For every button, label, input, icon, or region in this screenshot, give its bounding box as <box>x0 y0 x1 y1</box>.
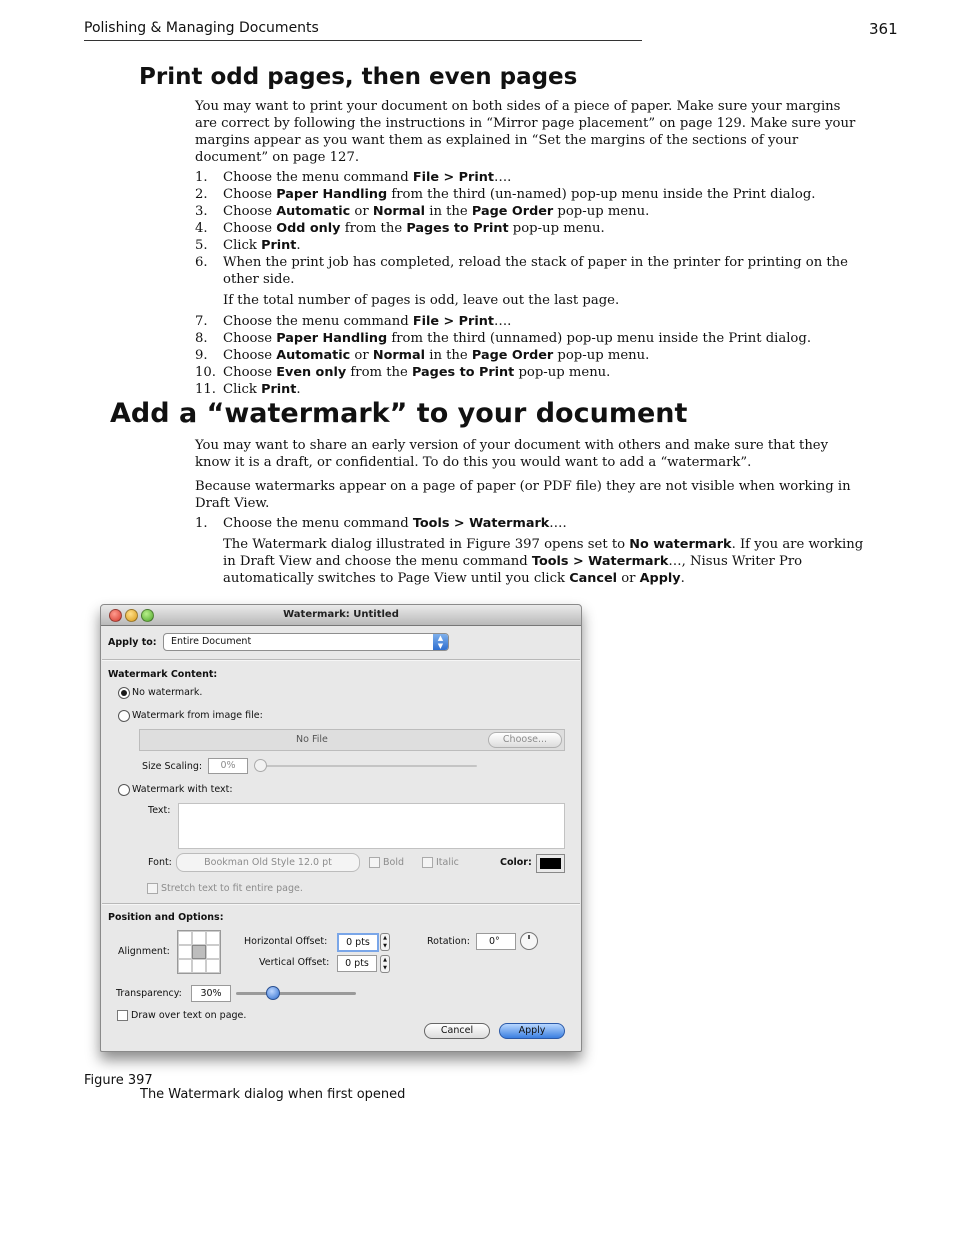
cancel-button[interactable]: Cancel <box>424 1023 490 1039</box>
image-file-box <box>139 729 565 751</box>
apply-to-label: Apply to: <box>108 637 157 648</box>
page-number: 361 <box>869 20 898 38</box>
step-text: Choose Automatic or Normal in the Page Order pop-up menu. <box>223 204 650 219</box>
rotation-label: Rotation: <box>427 936 470 947</box>
italic-checkbox[interactable] <box>422 857 433 868</box>
step-number: 5. <box>195 238 208 253</box>
step-text: Choose Odd only from the Pages to Print pop-up menu. <box>223 221 605 236</box>
size-scaling-label: Size Scaling: <box>142 761 203 772</box>
color-well[interactable] <box>536 854 565 873</box>
size-scaling-field[interactable]: 0% <box>208 758 248 774</box>
step-number: 1. <box>195 516 208 531</box>
rotation-dial-icon[interactable] <box>520 932 538 950</box>
step-text: Choose Paper Handling from the third (unnamed) pop-up menu inside the Print dialog. <box>223 331 812 346</box>
no-file-text: No File <box>296 734 328 745</box>
list-item <box>195 169 875 186</box>
step-number: 11. <box>195 382 216 397</box>
watermark-para-2: Because watermarks appear on a page of paper (or PDF file) they are not visible when working in Draft View. <box>195 479 851 511</box>
step-number: 2. <box>195 187 208 202</box>
list-item <box>195 381 875 398</box>
radio-selected-dot <box>121 690 127 696</box>
apply-to-select[interactable] <box>163 633 449 651</box>
radio-text-label: Watermark with text: <box>132 784 233 795</box>
step-text: Choose Automatic or Normal in the Page Order pop-up menu. <box>223 348 650 363</box>
figure-number: Figure 397 <box>84 1073 153 1088</box>
step-text: Click Print. <box>223 238 301 253</box>
alignment-cell[interactable] <box>206 959 220 973</box>
dialog-titlebar <box>101 605 581 626</box>
step-number: 8. <box>195 331 208 346</box>
italic-checkbox-label: Italic <box>436 857 459 868</box>
header-rule <box>84 40 642 41</box>
step-number: 10. <box>195 365 216 380</box>
section1-intro: You may want to print your document on both sides of a piece of paper. Make sure your margins are correct by following the instructions in “Mirror page placement” on page 129. Make sure your margins appear as you want them as explained in “Set the margins of the sections of your document” on page 127. <box>195 99 856 165</box>
section-heading-watermark: Add a “watermark” to your document <box>110 398 688 429</box>
watermark-step-1-detail: The Watermark dialog illustrated in Figure 397 opens set to No watermark. If you are working in Draft View and choose the menu command Tools > Watermark…, Nisus Writer Pro automatically switches to Page View until you click Cancel or Apply. <box>223 537 864 586</box>
alignment-grid[interactable] <box>177 930 221 974</box>
alignment-cell[interactable] <box>192 931 206 945</box>
color-label: Color: <box>500 857 532 868</box>
color-swatch <box>540 858 561 869</box>
alignment-cell[interactable] <box>178 959 192 973</box>
list-item <box>195 186 875 203</box>
step-text: Click Print. <box>223 382 301 397</box>
dialog-separator <box>102 659 580 661</box>
step-number: 9. <box>195 348 208 363</box>
vertical-offset-field[interactable]: 0 pts <box>337 955 377 972</box>
position-options-heading: Position and Options: <box>108 912 224 923</box>
step-text: Choose the menu command File > Print…. <box>223 170 512 185</box>
alignment-cell[interactable] <box>178 931 192 945</box>
stretch-checkbox[interactable] <box>147 883 158 894</box>
popup-arrows-icon: ▲ ▼ <box>433 634 448 650</box>
radio-no-watermark-label: No watermark. <box>132 687 203 698</box>
alignment-label: Alignment: <box>118 946 170 957</box>
list-item <box>195 330 875 347</box>
list-item <box>195 203 875 220</box>
apply-to-value: Entire Document <box>171 636 252 647</box>
step-text: Choose the menu command Tools > Watermark…. <box>223 516 567 531</box>
vertical-offset-stepper[interactable]: ▲ ▼ <box>380 955 390 973</box>
step-number: 1. <box>195 170 208 185</box>
step-text: Choose Even only from the Pages to Print pop-up menu. <box>223 365 611 380</box>
alignment-cell[interactable] <box>206 931 220 945</box>
alignment-cell[interactable] <box>178 945 192 959</box>
running-header: Polishing & Managing Documents <box>84 20 319 36</box>
figure-caption: The Watermark dialog when first opened <box>140 1087 406 1102</box>
dialog-title: Watermark: Untitled <box>283 609 399 620</box>
horizontal-offset-field[interactable]: 0 pts <box>337 933 379 952</box>
horizontal-offset-stepper[interactable]: ▲ ▼ <box>380 933 390 951</box>
list-item <box>195 347 875 364</box>
text-label: Text: <box>148 805 171 816</box>
watermark-para-1: You may want to share an early version of your document with others and make sure that they know it is a draft, or confidential. To do this you would want to add a “watermark”. <box>195 438 829 470</box>
list-item <box>195 364 875 381</box>
font-label: Font: <box>148 857 172 868</box>
transparency-label: Transparency: <box>116 988 182 999</box>
odd-pages-note: If the total number of pages is odd, leave out the last page. <box>223 293 620 308</box>
draw-over-checkbox-label: Draw over text on page. <box>131 1010 247 1021</box>
alignment-cell[interactable] <box>206 945 220 959</box>
size-scaling-slider-knob[interactable] <box>254 759 267 772</box>
radio-image-label: Watermark from image file: <box>132 710 263 721</box>
step-number: 6. <box>195 255 208 270</box>
step-text: Choose the menu command File > Print…. <box>223 314 512 329</box>
rotation-dial-pointer <box>528 935 530 939</box>
list-item <box>195 254 875 288</box>
apply-button[interactable]: Apply <box>499 1023 565 1039</box>
watermark-text-area[interactable] <box>178 803 565 849</box>
stretch-checkbox-label: Stretch text to fit entire page. <box>161 883 303 894</box>
watermark-dialog <box>100 604 582 1052</box>
size-scaling-slider-track[interactable] <box>257 765 477 767</box>
step-text: When the print job has completed, reload the stack of paper in the printer for printing on the other side. <box>223 255 848 287</box>
section-heading-print-odd-even: Print odd pages, then even pages <box>139 64 578 90</box>
alignment-cell[interactable] <box>192 959 206 973</box>
watermark-step-1 <box>195 515 875 532</box>
vertical-offset-label: Vertical Offset: <box>259 957 330 968</box>
list-item <box>195 313 875 330</box>
draw-over-checkbox[interactable] <box>117 1010 128 1021</box>
horizontal-offset-label: Horizontal Offset: <box>244 936 328 947</box>
transparency-field[interactable]: 30% <box>191 985 231 1002</box>
step-number: 3. <box>195 204 208 219</box>
bold-checkbox-label: Bold <box>383 857 404 868</box>
list-item <box>195 220 875 237</box>
transparency-slider-track[interactable] <box>236 992 356 995</box>
step-number: 7. <box>195 314 208 329</box>
transparency-slider-knob[interactable] <box>266 986 280 1000</box>
step-number: 4. <box>195 221 208 236</box>
watermark-content-heading: Watermark Content: <box>108 669 218 680</box>
dialog-separator <box>102 903 580 905</box>
list-item <box>195 237 875 254</box>
radio-no-watermark[interactable] <box>118 687 130 699</box>
font-select-button[interactable]: Bookman Old Style 12.0 pt <box>176 853 360 872</box>
rotation-field[interactable]: 0° <box>476 933 516 950</box>
alignment-cell-selected[interactable] <box>192 945 206 959</box>
bold-checkbox[interactable] <box>369 857 380 868</box>
radio-image-watermark[interactable] <box>118 710 130 722</box>
radio-text-watermark[interactable] <box>118 784 130 796</box>
choose-file-button[interactable]: Choose... <box>488 732 562 748</box>
step-text: Choose Paper Handling from the third (un-named) pop-up menu inside the Print dialog. <box>223 187 816 202</box>
